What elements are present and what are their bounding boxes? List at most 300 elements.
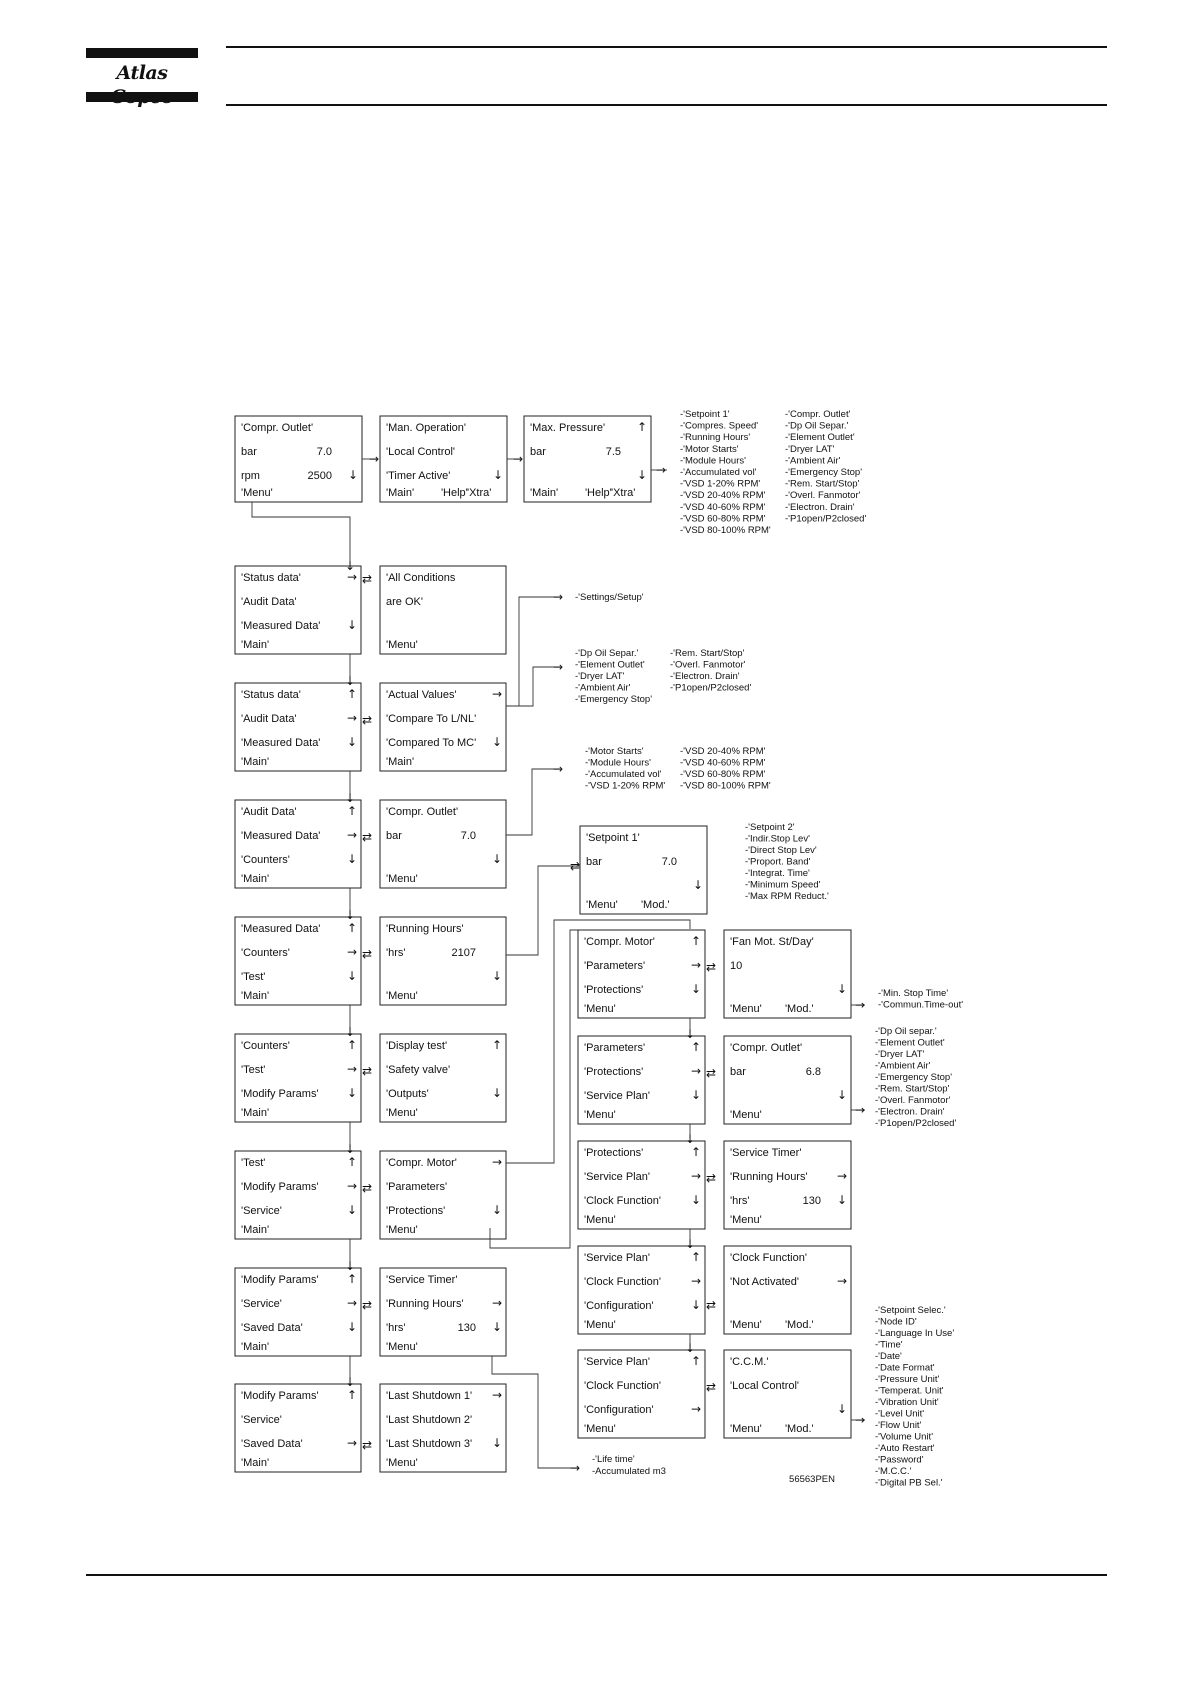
arrow-down: ↓	[345, 908, 356, 922]
arrow-right: →	[656, 463, 667, 477]
far-screen-1-softkey1: 'Menu'	[730, 1003, 762, 1015]
far-screen-3-line1: 'Service Timer'	[730, 1147, 802, 1159]
status-list-a-item: -'Dryer LAT'	[575, 671, 625, 682]
left-screen-8-line1: 'Modify Params'	[241, 1390, 319, 1402]
mid-screen-5-line4: 'Menu'	[386, 1107, 418, 1119]
top-list-a-item: -'Compres. Speed'	[680, 420, 759, 432]
arrow-right: →	[855, 1413, 866, 1427]
left-screen-5-arrow: →	[347, 1062, 358, 1076]
config-list-item: -'Flow Unit'	[875, 1420, 922, 1431]
mid-screen-5-line2: 'Safety valve'	[386, 1064, 451, 1076]
top-list-b-item: -'Ambient Air'	[785, 455, 841, 467]
link-arrow-7: ⇄	[362, 1298, 373, 1312]
setpoint-screen-arrow: ↓	[693, 878, 704, 892]
status-list-b-item: -'Electron. Drain'	[670, 671, 740, 682]
right-screen-5-arrow: →	[691, 1402, 702, 1416]
counter-list-b-item: -'VSD 40-60% RPM'	[680, 757, 766, 769]
left-screen-1-line4: 'Main'	[241, 639, 270, 651]
top-screen-2-arrow: ↓	[493, 468, 504, 482]
top-list-b-item: -'Compr. Outlet'	[785, 409, 851, 420]
right-screen-5-arrow: ↑	[691, 1354, 702, 1368]
arrow-right: →	[855, 1103, 866, 1117]
setpoint-list-item: -'Minimum Speed'	[745, 879, 821, 891]
protections-list-item: -'Emergency Stop'	[875, 1072, 953, 1083]
setpoint-list-item: -'Integrat. Time'	[745, 868, 810, 879]
far-screen-3-arrow: ↓	[837, 1193, 848, 1207]
mid-screen-3-line2: bar	[386, 830, 402, 842]
top-list-a-item: -'VSD 80-100% RPM'	[680, 525, 771, 536]
mid-screen-4-line1: 'Running Hours'	[386, 923, 464, 935]
left-screen-4-line1: 'Measured Data'	[241, 923, 321, 935]
left-screen-4-line4: 'Main'	[241, 990, 270, 1002]
right-screen-1-arrow: ↓	[691, 982, 702, 996]
config-list-item: -'Pressure Unit'	[875, 1374, 940, 1385]
far-screen-3-line2: 'Running Hours'	[730, 1171, 808, 1183]
far-screen-5-arrow: ↓	[837, 1402, 848, 1416]
config-list-item: -'Temperat. Unit'	[875, 1385, 944, 1397]
left-screen-5-arrow: ↑	[347, 1038, 358, 1052]
far-screen-2-softkey1: 'Menu'	[730, 1109, 762, 1121]
config-list-item: -'Level Unit'	[875, 1408, 925, 1420]
left-screen-3-line4: 'Main'	[241, 873, 270, 885]
status-list-a-item: -'Ambient Air'	[575, 682, 631, 694]
top-list-b-item: -'Overl. Fanmotor'	[785, 490, 861, 502]
mid-screen-7-arrow: →	[492, 1296, 503, 1310]
far-screen-1-line1: 'Fan Mot. St/Day'	[730, 936, 814, 948]
setpoint-list-item: -'Max RPM Reduct.'	[745, 891, 829, 902]
right-screen-3-line2: 'Service Plan'	[584, 1171, 650, 1183]
left-screen-7-arrow: ↑	[347, 1272, 358, 1286]
mid-screen-3-line1: 'Compr. Outlet'	[386, 806, 459, 818]
left-screen-3-line2: 'Measured Data'	[241, 830, 321, 842]
left-screen-4-arrow: ↓	[347, 969, 358, 983]
top-screen-3-line1: 'Max. Pressure'	[530, 422, 606, 434]
arrow-down: ↓	[345, 674, 356, 688]
far-screen-2-line2: bar	[730, 1066, 746, 1078]
right-screen-1-arrow: ↑	[691, 934, 702, 948]
left-screen-5-arrow: ↓	[347, 1086, 358, 1100]
top-list-b-item: -'P1open/P2closed'	[785, 513, 867, 525]
left-screen-5-line1: 'Counters'	[241, 1040, 290, 1052]
top-list-a-item: -'Module Hours'	[680, 455, 746, 467]
right-screen-2-line1: 'Parameters'	[584, 1042, 646, 1054]
top-screen-2-softkey3: 'Xtra'	[467, 487, 492, 499]
top-screen-2-softkey2: 'Help'	[440, 487, 468, 499]
far-screen-4-line2: 'Not Activated'	[730, 1276, 800, 1288]
fan-list-item: -'Commun.Time-out'	[878, 999, 964, 1011]
left-screen-6-line4: 'Main'	[241, 1224, 270, 1236]
arrow-down: ↓	[345, 1375, 356, 1389]
mid-screen-2-arrow: ↓	[492, 735, 503, 749]
arrow-down: ↓	[685, 1132, 696, 1146]
setpoint-screen-softkey2: 'Mod.'	[640, 899, 670, 911]
mid-screen-5-line3: 'Outputs'	[386, 1088, 429, 1100]
arrow-right: →	[553, 590, 564, 604]
mid-screen-6-line4: 'Menu'	[386, 1224, 418, 1236]
mid-screen-8-arrow: →	[492, 1388, 503, 1402]
right-screen-4-arrow: →	[691, 1274, 702, 1288]
mid-screen-8-line4: 'Menu'	[386, 1457, 418, 1469]
mid-screen-5-line1: 'Display test'	[386, 1040, 448, 1052]
top-screen-1-value: 2500	[307, 470, 332, 482]
top-list-a-item: -'Accumulated vol'	[680, 467, 757, 478]
status-list-b-item: -'Rem. Start/Stop'	[670, 648, 745, 659]
config-list-item: -'Node ID'	[875, 1316, 917, 1328]
top-list-a-item: -'VSD 40-60% RPM'	[680, 501, 766, 513]
arrow-down: ↓	[685, 1341, 696, 1355]
protections-list-item: -'Ambient Air'	[875, 1060, 931, 1072]
config-list-item: -'M.C.C.'	[875, 1466, 912, 1477]
config-list-item: -'Auto Restart'	[875, 1443, 935, 1454]
arrow-down: ↓	[345, 559, 356, 573]
left-screen-2-line3: 'Measured Data'	[241, 737, 321, 749]
top-screen-3-value: 7.5	[605, 446, 621, 458]
mid-screen-6-line3: 'Protections'	[386, 1205, 446, 1217]
left-screen-5-line4: 'Main'	[241, 1107, 270, 1119]
saved-list-item: -'Life time'	[592, 1454, 635, 1465]
far-screen-2-arrow: ↓	[837, 1088, 848, 1102]
mid-screen-2-line2: 'Compare To L/NL'	[386, 713, 477, 725]
status-list-a-item: -'Dp Oil Separ.'	[575, 648, 639, 659]
config-list-item: -'Language In Use'	[875, 1328, 955, 1339]
top-list-b-item: -'Dp Oil Separ.'	[785, 420, 849, 432]
right-screen-3-arrow: →	[691, 1169, 702, 1183]
arrow-right: →	[570, 1461, 581, 1475]
top-list-a-item: -'VSD 1-20% RPM'	[680, 478, 761, 490]
top-screen-1-line1: 'Compr. Outlet'	[241, 422, 314, 434]
config-list-item: -'Volume Unit'	[875, 1431, 934, 1443]
right-screen-3-arrow: ↓	[691, 1193, 702, 1207]
arrow-right: →	[553, 762, 564, 776]
far-screen-1-line2: 10	[730, 960, 743, 972]
far-screen-4-softkey1: 'Menu'	[730, 1319, 762, 1331]
right-screen-5-line1: 'Service Plan'	[584, 1356, 650, 1368]
left-screen-5-line2: 'Test'	[241, 1064, 266, 1076]
left-screen-6-line3: 'Service'	[241, 1205, 282, 1217]
right-screen-4-line4: 'Menu'	[584, 1319, 616, 1331]
far-screen-2-line1: 'Compr. Outlet'	[730, 1042, 803, 1054]
mid-screen-4-value: 2107	[451, 947, 476, 959]
counter-list-a-item: -'Accumulated vol'	[585, 769, 662, 780]
left-screen-3-arrow: →	[347, 828, 358, 842]
left-screen-7-arrow: ↓	[347, 1320, 358, 1334]
left-screen-4-line2: 'Counters'	[241, 947, 290, 959]
link-arrow-2: ⇄	[362, 713, 373, 727]
far-screen-5-line1: 'C.C.M.'	[730, 1356, 769, 1368]
arrow-double: ⇄	[570, 859, 581, 873]
connector-line	[252, 502, 350, 563]
right-screen-4-line1: 'Service Plan'	[584, 1252, 650, 1264]
mid-screen-1-line1: 'All Conditions	[386, 572, 456, 584]
counter-list-b-item: -'VSD 60-80% RPM'	[680, 769, 766, 780]
connector-line	[506, 667, 560, 706]
left-screen-2-arrow: ↓	[347, 735, 358, 749]
arrow-right: →	[369, 452, 380, 466]
far-screen-3-arrow: →	[837, 1169, 848, 1183]
left-screen-8-line2: 'Service'	[241, 1414, 282, 1426]
left-screen-3-line3: 'Counters'	[241, 854, 290, 866]
setpoint-screen-softkey1: 'Menu'	[586, 899, 618, 911]
right-screen-2-arrow: →	[691, 1064, 702, 1078]
left-screen-3-arrow: ↓	[347, 852, 358, 866]
config-list-item: -'Setpoint Selec.'	[875, 1305, 946, 1316]
setpoint-list-item: -'Indir.Stop Lev'	[745, 833, 810, 845]
right-screen-5-line2: 'Clock Function'	[584, 1380, 661, 1392]
arrow-down: ↓	[685, 1027, 696, 1041]
mid-screen-7-line2: 'Running Hours'	[386, 1298, 464, 1310]
top-list-b-item: -'Dryer LAT'	[785, 443, 835, 455]
right-screen-2-arrow: ↑	[691, 1040, 702, 1054]
far-screen-3-line3: 'hrs'	[730, 1195, 750, 1207]
mid-screen-5-arrow: ↓	[492, 1086, 503, 1100]
settings-list-item: -'Settings/Setup'	[575, 592, 644, 603]
top-list-a-item: -'Running Hours'	[680, 432, 751, 444]
connector-line	[492, 1356, 578, 1468]
top-list-b-item: -'Rem. Start/Stop'	[785, 478, 860, 490]
protections-list-item: -'P1open/P2closed'	[875, 1118, 957, 1129]
top-screen-2-line2: 'Local Control'	[386, 446, 456, 458]
left-screen-1-arrow: →	[347, 570, 358, 584]
logo-text: Atlas	[116, 62, 168, 84]
right-screen-1-line1: 'Compr. Motor'	[584, 936, 655, 948]
left-screen-7-line1: 'Modify Params'	[241, 1274, 319, 1286]
left-screen-8-line3: 'Saved Data'	[241, 1438, 303, 1450]
arrow-down: ↓	[345, 1025, 356, 1039]
far-screen-1-arrow: ↓	[837, 982, 848, 996]
arrow-down: ↓	[345, 791, 356, 805]
counter-list-a-item: -'Motor Starts'	[585, 746, 644, 757]
saved-list-item: -Accumulated m3	[592, 1466, 666, 1477]
left-screen-2-line2: 'Audit Data'	[241, 713, 297, 725]
config-list-item: -'Vibration Unit'	[875, 1397, 939, 1408]
connector-line	[506, 769, 560, 835]
left-screen-4-arrow: ↑	[347, 921, 358, 935]
left-screen-8-line4: 'Main'	[241, 1457, 270, 1469]
mid-screen-3-value: 7.0	[460, 830, 476, 842]
counter-list-a-item: -'Module Hours'	[585, 757, 651, 769]
left-screen-1-line2: 'Audit Data'	[241, 596, 297, 608]
config-list-item: -'Date Format'	[875, 1362, 935, 1374]
left-screen-4-line3: 'Test'	[241, 971, 266, 983]
left-screen-6-line2: 'Modify Params'	[241, 1181, 319, 1193]
left-screen-1-line3: 'Measured Data'	[241, 620, 321, 632]
left-screen-3-arrow: ↑	[347, 804, 358, 818]
far-screen-1-softkey2: 'Mod.'	[784, 1003, 814, 1015]
mid-screen-5-arrow: ↑	[492, 1038, 503, 1052]
counter-list-b-item: -'VSD 80-100% RPM'	[680, 780, 771, 792]
mid-screen-2-line1: 'Actual Values'	[386, 689, 457, 701]
right-screen-5-line4: 'Menu'	[584, 1423, 616, 1435]
connector-line	[506, 866, 580, 955]
mid-screen-1-line2: are OK'	[386, 596, 423, 608]
left-screen-7-arrow: →	[347, 1296, 358, 1310]
right-link-arrow-5: ⇄	[706, 1380, 717, 1394]
arrow-right: →	[513, 452, 524, 466]
top-screen-1-value: 7.0	[316, 446, 332, 458]
left-screen-3-line1: 'Audit Data'	[241, 806, 297, 818]
link-arrow-6: ⇄	[362, 1181, 373, 1195]
right-screen-3-line1: 'Protections'	[584, 1147, 644, 1159]
top-screen-3-softkey3: 'Xtra'	[611, 487, 636, 499]
left-screen-2-line4: 'Main'	[241, 756, 270, 768]
mid-screen-2-line4: 'Main'	[386, 756, 415, 768]
right-link-arrow-1: ⇄	[706, 960, 717, 974]
mid-screen-8-line1: 'Last Shutdown 1'	[386, 1390, 473, 1402]
mid-screen-7-line3: 'hrs'	[386, 1322, 406, 1334]
right-screen-3-line3: 'Clock Function'	[584, 1195, 661, 1207]
top-screen-2-softkey1: 'Main'	[386, 487, 415, 499]
counter-list-b-item: -'VSD 20-40% RPM'	[680, 746, 766, 757]
left-screen-7-line2: 'Service'	[241, 1298, 282, 1310]
right-link-arrow-4: ⇄	[706, 1298, 717, 1312]
status-list-a-item: -'Element Outlet'	[575, 659, 645, 671]
arrow-right: →	[553, 660, 564, 674]
far-screen-4-arrow: →	[837, 1274, 848, 1288]
right-screen-1-line3: 'Protections'	[584, 984, 644, 996]
link-arrow-1: ⇄	[362, 572, 373, 586]
right-screen-4-arrow: ↓	[691, 1298, 702, 1312]
right-screen-3-arrow: ↑	[691, 1145, 702, 1159]
right-screen-2-arrow: ↓	[691, 1088, 702, 1102]
left-screen-4-arrow: →	[347, 945, 358, 959]
mid-screen-7-line1: 'Service Timer'	[386, 1274, 458, 1286]
protections-list-item: -'Element Outlet'	[875, 1037, 945, 1049]
left-screen-6-arrow: ↓	[347, 1203, 358, 1217]
left-screen-8-arrow: →	[347, 1436, 358, 1450]
top-list-b-item: -'Emergency Stop'	[785, 467, 863, 478]
mid-screen-6-line2: 'Parameters'	[386, 1181, 448, 1193]
config-list-item: -'Time'	[875, 1339, 903, 1351]
mid-screen-6-arrow: →	[492, 1155, 503, 1169]
left-screen-5-line3: 'Modify Params'	[241, 1088, 319, 1100]
config-list-item: -'Date'	[875, 1351, 902, 1362]
left-screen-1-line1: 'Status data'	[241, 572, 301, 584]
top-list-b-item: -'Electron. Drain'	[785, 501, 855, 513]
status-list-a-item: -'Emergency Stop'	[575, 694, 653, 705]
left-screen-1-arrow: ↓	[347, 618, 358, 632]
setpoint-screen-line2: bar	[586, 856, 602, 868]
status-list-b-item: -'Overl. Fanmotor'	[670, 659, 746, 671]
left-screen-6-arrow: →	[347, 1179, 358, 1193]
link-arrow-4: ⇄	[362, 947, 373, 961]
top-screen-3-arrow: ↓	[637, 468, 648, 482]
right-screen-2-line4: 'Menu'	[584, 1109, 616, 1121]
top-screen-2-line1: 'Man. Operation'	[386, 422, 467, 434]
top-screen-2-line3: 'Timer Active'	[386, 470, 451, 482]
mid-screen-4-line2: 'hrs'	[386, 947, 406, 959]
diagram-id: 56563PEN	[789, 1474, 835, 1485]
far-screen-3-softkey1: 'Menu'	[730, 1214, 762, 1226]
link-arrow-5: ⇄	[362, 1064, 373, 1078]
mid-screen-1-line4: 'Menu'	[386, 639, 418, 651]
mid-screen-7-line4: 'Menu'	[386, 1341, 418, 1353]
setpoint-list-item: -'Proport. Band'	[745, 856, 811, 868]
top-list-a-item: -'VSD 60-80% RPM'	[680, 513, 766, 525]
left-screen-6-line1: 'Test'	[241, 1157, 266, 1169]
right-screen-4-line2: 'Clock Function'	[584, 1276, 661, 1288]
right-screen-2-line3: 'Service Plan'	[584, 1090, 650, 1102]
protections-list-item: -'Dryer LAT'	[875, 1049, 925, 1060]
right-screen-2-line2: 'Protections'	[584, 1066, 644, 1078]
setpoint-list-item: -'Setpoint 2'	[745, 822, 795, 833]
link-arrow-3: ⇄	[362, 830, 373, 844]
status-list-b-item: -'P1open/P2closed'	[670, 682, 752, 694]
arrow-down: ↓	[345, 1142, 356, 1156]
right-screen-1-arrow: →	[691, 958, 702, 972]
top-screen-1-arrow: ↓	[348, 468, 359, 482]
mid-screen-4-arrow: ↓	[492, 969, 503, 983]
mid-screen-8-line2: 'Last Shutdown 2'	[386, 1414, 473, 1426]
left-screen-6-arrow: ↑	[347, 1155, 358, 1169]
right-screen-5-line3: 'Configuration'	[584, 1404, 654, 1416]
right-screen-1-line2: 'Parameters'	[584, 960, 646, 972]
far-screen-5-line2: 'Local Control'	[730, 1380, 800, 1392]
left-screen-2-arrow: →	[347, 711, 358, 725]
link-arrow-8: ⇄	[362, 1438, 373, 1452]
mid-screen-2-arrow: →	[492, 687, 503, 701]
arrow-down: ↓	[345, 1259, 356, 1273]
right-screen-1-line4: 'Menu'	[584, 1003, 616, 1015]
arrow-down: ↓	[685, 1237, 696, 1251]
mid-screen-3-arrow: ↓	[492, 852, 503, 866]
connector-line	[490, 930, 578, 1248]
config-list-item: -'Digital PB Sel.'	[875, 1477, 943, 1489]
top-screen-3-softkey1: 'Main'	[530, 487, 559, 499]
protections-list-item: -'Overl. Fanmotor'	[875, 1095, 951, 1106]
counter-list-a-item: -'VSD 1-20% RPM'	[585, 780, 666, 792]
config-list-item: -'Password'	[875, 1454, 924, 1466]
top-list-a-item: -'Setpoint 1'	[680, 409, 730, 420]
top-screen-1-line3: rpm	[241, 470, 260, 482]
setpoint-list-item: -'Direct Stop Lev'	[745, 845, 817, 856]
right-link-arrow-2: ⇄	[706, 1066, 717, 1080]
right-screen-3-line4: 'Menu'	[584, 1214, 616, 1226]
left-screen-8-arrow: ↑	[347, 1388, 358, 1402]
far-screen-4-softkey2: 'Mod.'	[784, 1319, 814, 1331]
arrow-right: →	[855, 998, 866, 1012]
top-list-a-item: -'Motor Starts'	[680, 443, 739, 455]
top-screen-3-softkey2: 'Help'	[584, 487, 612, 499]
right-screen-4-arrow: ↑	[691, 1250, 702, 1264]
right-link-arrow-3: ⇄	[706, 1171, 717, 1185]
far-screen-2-value: 6.8	[805, 1066, 821, 1078]
top-screen-3-arrow: ↑	[637, 420, 648, 434]
mid-screen-6-arrow: ↓	[492, 1203, 503, 1217]
protections-list-item: -'Electron. Drain'	[875, 1106, 945, 1118]
far-screen-5-softkey2: 'Mod.'	[784, 1423, 814, 1435]
protections-list-item: -'Dp Oil separ.'	[875, 1026, 937, 1037]
right-screen-4-line3: 'Configuration'	[584, 1300, 654, 1312]
setpoint-screen-line1: 'Setpoint 1'	[586, 832, 640, 844]
top-list-b-item: -'Element Outlet'	[785, 432, 855, 444]
mid-screen-2-line3: 'Compared To MC'	[386, 737, 477, 749]
mid-screen-7-value: 130	[457, 1322, 476, 1334]
mid-screen-8-arrow: ↓	[492, 1436, 503, 1450]
mid-screen-8-line3: 'Last Shutdown 3'	[386, 1438, 473, 1450]
top-screen-1-softkey1: 'Menu'	[241, 487, 273, 499]
setpoint-screen-value: 7.0	[661, 856, 677, 868]
mid-screen-6-line1: 'Compr. Motor'	[386, 1157, 457, 1169]
mid-screen-3-line4: 'Menu'	[386, 873, 418, 885]
far-screen-5-softkey1: 'Menu'	[730, 1423, 762, 1435]
mid-screen-4-line4: 'Menu'	[386, 990, 418, 1002]
top-screen-3-line2: bar	[530, 446, 546, 458]
left-screen-2-line1: 'Status data'	[241, 689, 301, 701]
left-screen-7-line4: 'Main'	[241, 1341, 270, 1353]
left-screen-2-arrow: ↑	[347, 687, 358, 701]
far-screen-4-line1: 'Clock Function'	[730, 1252, 807, 1264]
protections-list-item: -'Rem. Start/Stop'	[875, 1083, 950, 1095]
